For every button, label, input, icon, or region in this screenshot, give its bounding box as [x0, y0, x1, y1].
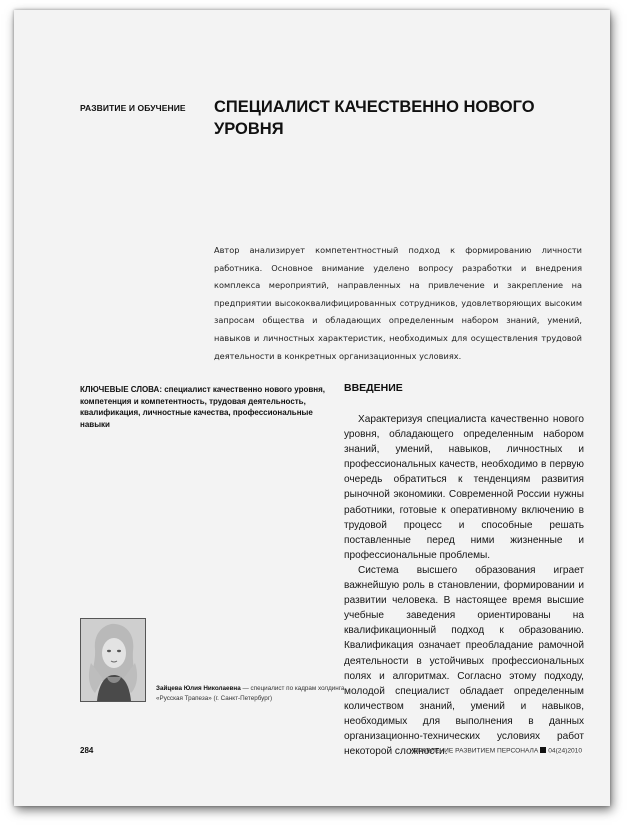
keywords	[80, 384, 328, 430]
journal-name: УПРАВЛЕНИЕ РАЗВИТИЕМ ПЕРСОНАЛА	[409, 747, 539, 755]
journal-footer	[409, 747, 582, 755]
abstract: Автор анализирует компетентностный подход к формированию личности работника. Основное внимание уделено вопросу разработки и внедрения комплекса мероприятий, направленных на привлечение и закрепление на предприятии высококвалифицированных сотрудников, удовлетворяющих высоким запросам общества и обладающих определенным набором знаний, умений, навыков и личностных характеристик, необходимых для осуществления трудовой деятельности в конкретных организационных условиях.	[214, 245, 582, 361]
introduction-heading: ВВЕДЕНИЕ	[344, 382, 403, 394]
introduction-body	[344, 412, 584, 759]
author-photo	[80, 618, 146, 702]
square-separator-icon	[540, 747, 546, 753]
page-number: 284	[80, 746, 94, 755]
journal-issue: 04(24)2010	[548, 747, 582, 755]
journal-page	[14, 10, 610, 806]
author-description: — специалист по кадрам холдинга «Русская Трапеза» (г. Санкт-Петербург)	[156, 685, 345, 702]
author-name: Зайцева Юлия Николаевна	[156, 685, 241, 692]
author-caption	[156, 684, 356, 703]
body-paragraph: Характеризуя специалиста качественно нового уровня, обладающего определенным набором знаний, умений, навыков, личностных и профессиональных качеств, необходимо в первую очередь обратиться к тенденциям развития рыночной экономики. Современной России нужны работники, готовые к оперативному включению в трудовой процесс и способные решать поставленные перед ними жизненные и профессиональные проблемы.	[344, 414, 584, 561]
section-label: РАЗВИТИЕ И ОБУЧЕНИЕ	[80, 103, 186, 113]
keywords-label: КЛЮЧЕВЫЕ СЛОВА:	[80, 385, 162, 394]
keywords-text: специалист качественно нового уровня, компетенция и компетентность, трудовая деятельность, квалификация, личностные качества, профессиональные навыки	[80, 385, 325, 429]
body-paragraph: Система высшего образования играет важнейшую роль в становлении, формировании и развитии человека. В настоящее время высшие учебные заведения ориентированы на квалификационный подход к образованию. Квалификация означает преобладание рамочной деятельности в устойчивых профессиональных полях и алгоритмах. Согласно этому подходу, молодой специалист обладает определенным количеством знаний, умений и навыков, необходимых для выполнения в данных организационно-технических условиях работ некоторой сложности.	[344, 564, 584, 758]
article-title: СПЕЦИАЛИСТ КАЧЕСТВЕННО НОВОГО УРОВНЯ	[214, 98, 535, 138]
